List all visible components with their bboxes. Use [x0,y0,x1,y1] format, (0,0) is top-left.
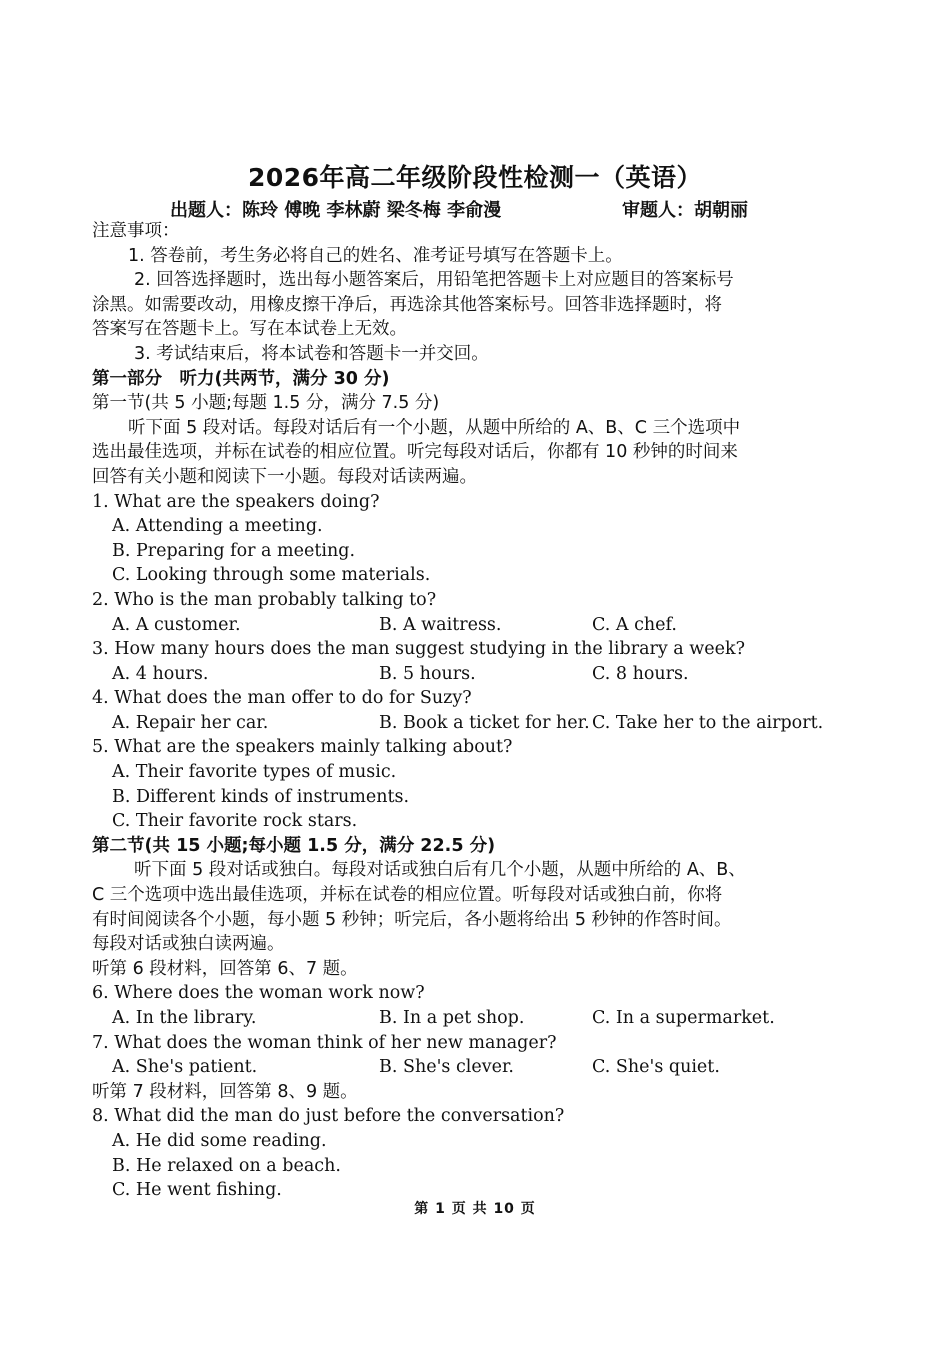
part1-heading: 第一部分 听力(共两节，满分 30 分) [92,368,390,389]
question-4-stem: 4. What does the man offer to do for Suzy? [92,688,472,709]
page-number: 第 1 页 共 10 页 [414,1201,536,1217]
question-2-option-c: C. A chef. [592,614,677,635]
question-2-option-b: B. A waitress. [379,614,502,635]
question-4-option-a: A. Repair her car. [112,712,269,733]
question-4-option-b: B. Book a ticket for her. [379,712,590,733]
section2-instructions: 每段对话或独白读两遍。 [92,934,285,955]
notice-item: 3. 考试结束后，将本试卷和答题卡一并交回。 [134,343,489,364]
section1-instructions: 回答有关小题和阅读下一小题。每段对话读两遍。 [92,466,477,487]
question-5-stem: 5. What are the speakers mainly talking about? [92,737,513,758]
section2-instructions: 有时间阅读各个小题，每小题 5 秒钟；听完后，各小题将给出 5 秒钟的作答时间。 [92,909,732,930]
section1-heading: 第一节(共 5 小题;每题 1.5 分，满分 7.5 分) [92,393,440,414]
exam-content [92,219,852,1203]
question-6-option-c: C. In a supermarket. [592,1008,775,1028]
question-1-option-b: B. Preparing for a meeting. [112,540,356,561]
notice-item: 答案写在答题卡上。写在本试卷上无效。 [92,319,407,340]
question-3-option-a: A. 4 hours. [112,663,209,684]
question-6-options [92,1006,852,1031]
question-8-option-b: B. He relaxed on a beach. [112,1155,341,1176]
reviewer-line: 审题人：胡朝丽 [622,200,748,221]
question-5-option-c: C. Their favorite rock stars. [112,811,358,832]
question-7-option-b: B. She's clever. [379,1057,514,1078]
question-4-option-c: C. Take her to the airport. [592,712,824,733]
section2-instructions: C 三个选项中选出最佳选项，并标在试卷的相应位置。听每段对话或独白前，你将 [92,885,723,906]
question-5-option-a: A. Their favorite types of music. [112,762,397,783]
question-6-option-b: B. In a pet shop. [379,1008,525,1028]
notice-heading: 注意事项： [92,221,180,241]
question-2-option-a: A. A customer. [112,614,241,635]
material-7-heading: 听第 7 段材料，回答第 8、9 题。 [92,1081,358,1102]
question-3-option-b: B. 5 hours. [379,663,476,684]
question-8-stem: 8. What did the man do just before the conversation? [92,1106,565,1127]
section2-instructions: 听下面 5 段对话或独白。每段对话或独白后有几个小题，从题中所给的 A、B、 [134,860,746,881]
question-1-stem: 1. What are the speakers doing? [92,491,380,512]
question-6-option-a: A. In the library. [112,1008,257,1028]
section1-instructions: 选出最佳选项，并标在试卷的相应位置。听完每段对话后，你都有 10 秒钟的时间来 [92,442,738,463]
question-4-options [92,711,852,736]
question-3-options [92,662,852,687]
question-8-option-c: C. He went fishing. [112,1180,282,1201]
question-3-option-c: C. 8 hours. [592,663,689,684]
notice-item: 涂黑。如需要改动，用橡皮擦干净后，再选涂其他答案标号。回答非选择题时，将 [92,294,722,315]
notice-item: 1. 答卷前，考生务必将自己的姓名、准考证号填写在答题卡上。 [128,245,623,266]
question-8-option-a: A. He did some reading. [112,1130,327,1151]
section2-heading: 第二节(共 15 小题;每小题 1.5 分，满分 22.5 分) [92,835,496,856]
notice-item: 2. 回答选择题时，选出每小题答案后，用铅笔把答题卡上对应题目的答案标号 [134,270,734,291]
question-7-options [92,1055,852,1080]
authors-line: 出题人：陈玲 傅晚 李林蔚 梁冬梅 李俞漫 [170,200,502,221]
question-7-option-c: C. She's quiet. [592,1057,720,1078]
question-2-options [92,613,852,638]
question-2-stem: 2. Who is the man probably talking to? [92,589,437,610]
question-1-option-a: A. Attending a meeting. [112,516,323,537]
question-5-option-b: B. Different kinds of instruments. [112,786,410,807]
question-7-option-a: A. She's patient. [112,1057,258,1078]
section1-instructions: 听下面 5 段对话。每段对话后有一个小题，从题中所给的 A、B、C 三个选项中 [128,417,741,438]
question-6-stem: 6. Where does the woman work now? [92,983,425,1004]
page-title: 2026年高二年级阶段性检测一（英语） [247,163,703,192]
question-3-stem: 3. How many hours does the man suggest studying in the library a week? [92,639,745,660]
question-1-option-c: C. Looking through some materials. [112,565,431,586]
question-7-stem: 7. What does the woman think of her new manager? [92,1032,557,1053]
material-6-heading: 听第 6 段材料，回答第 6、7 题。 [92,958,358,979]
